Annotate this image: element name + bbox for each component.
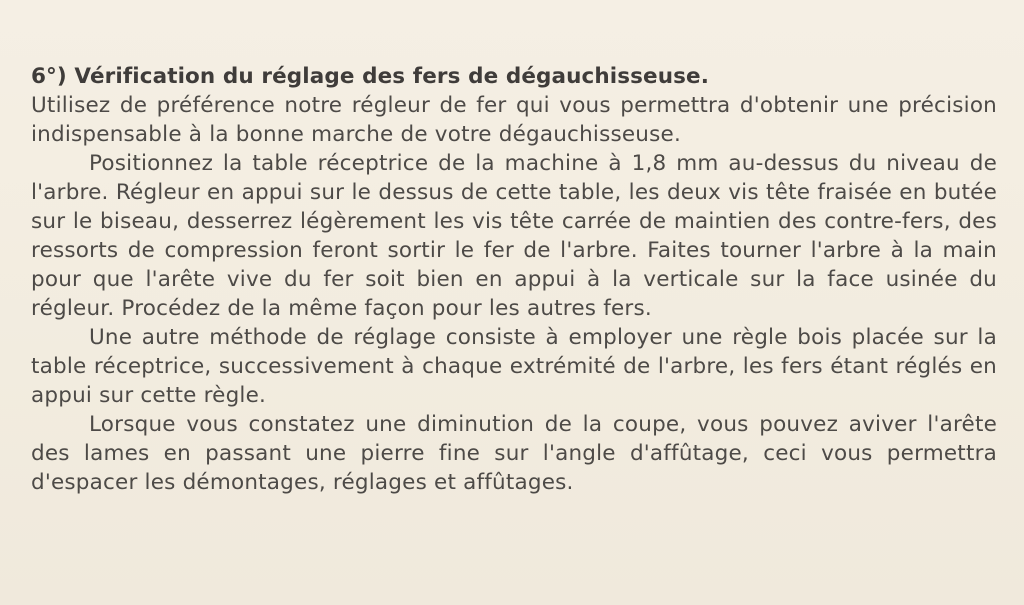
document-text: [31, 62, 997, 497]
paragraph-sharpening: Lorsque vous constatez une diminution de la coupe, vous pouvez aviver l'arête des lames en passant une pierre fine sur l'angle d'affûtage, ceci vous permettra d'espacer les démontages, réglages et affûtages.: [31, 412, 997, 495]
section-heading: 6°) Vérification du réglage des fers de dégauchisseuse.: [31, 64, 709, 89]
paragraph-alternative-method: Une autre méthode de réglage consiste à employer une règle bois placée sur la table réceptrice, successivement à chaque extrémité de l'arbre, les fers étant réglés en appui sur cette règle.: [31, 325, 997, 408]
paragraph-positioning: Positionnez la table réceptrice de la machine à 1,8 mm au-dessus du niveau de l'arbre. Régleur en appui sur le dessus de cette table, les deux vis tête fraisée en butée sur le biseau, desserrez légèrement les vis tête carrée de maintien des contre-fers, des ressorts de compression feront sortir le fer de l'arbre. Faites tourner l'arbre à la main pour que l'arête vive du fer soit bien en appui à la verticale sur la face usinée du régleur. Procédez de la même façon pour les autres fers.: [31, 151, 997, 321]
paragraph-intro: Utilisez de préférence notre régleur de fer qui vous permettra d'obtenir une précision indispensable à la bonne marche de votre dégauchisseuse.: [31, 93, 997, 147]
